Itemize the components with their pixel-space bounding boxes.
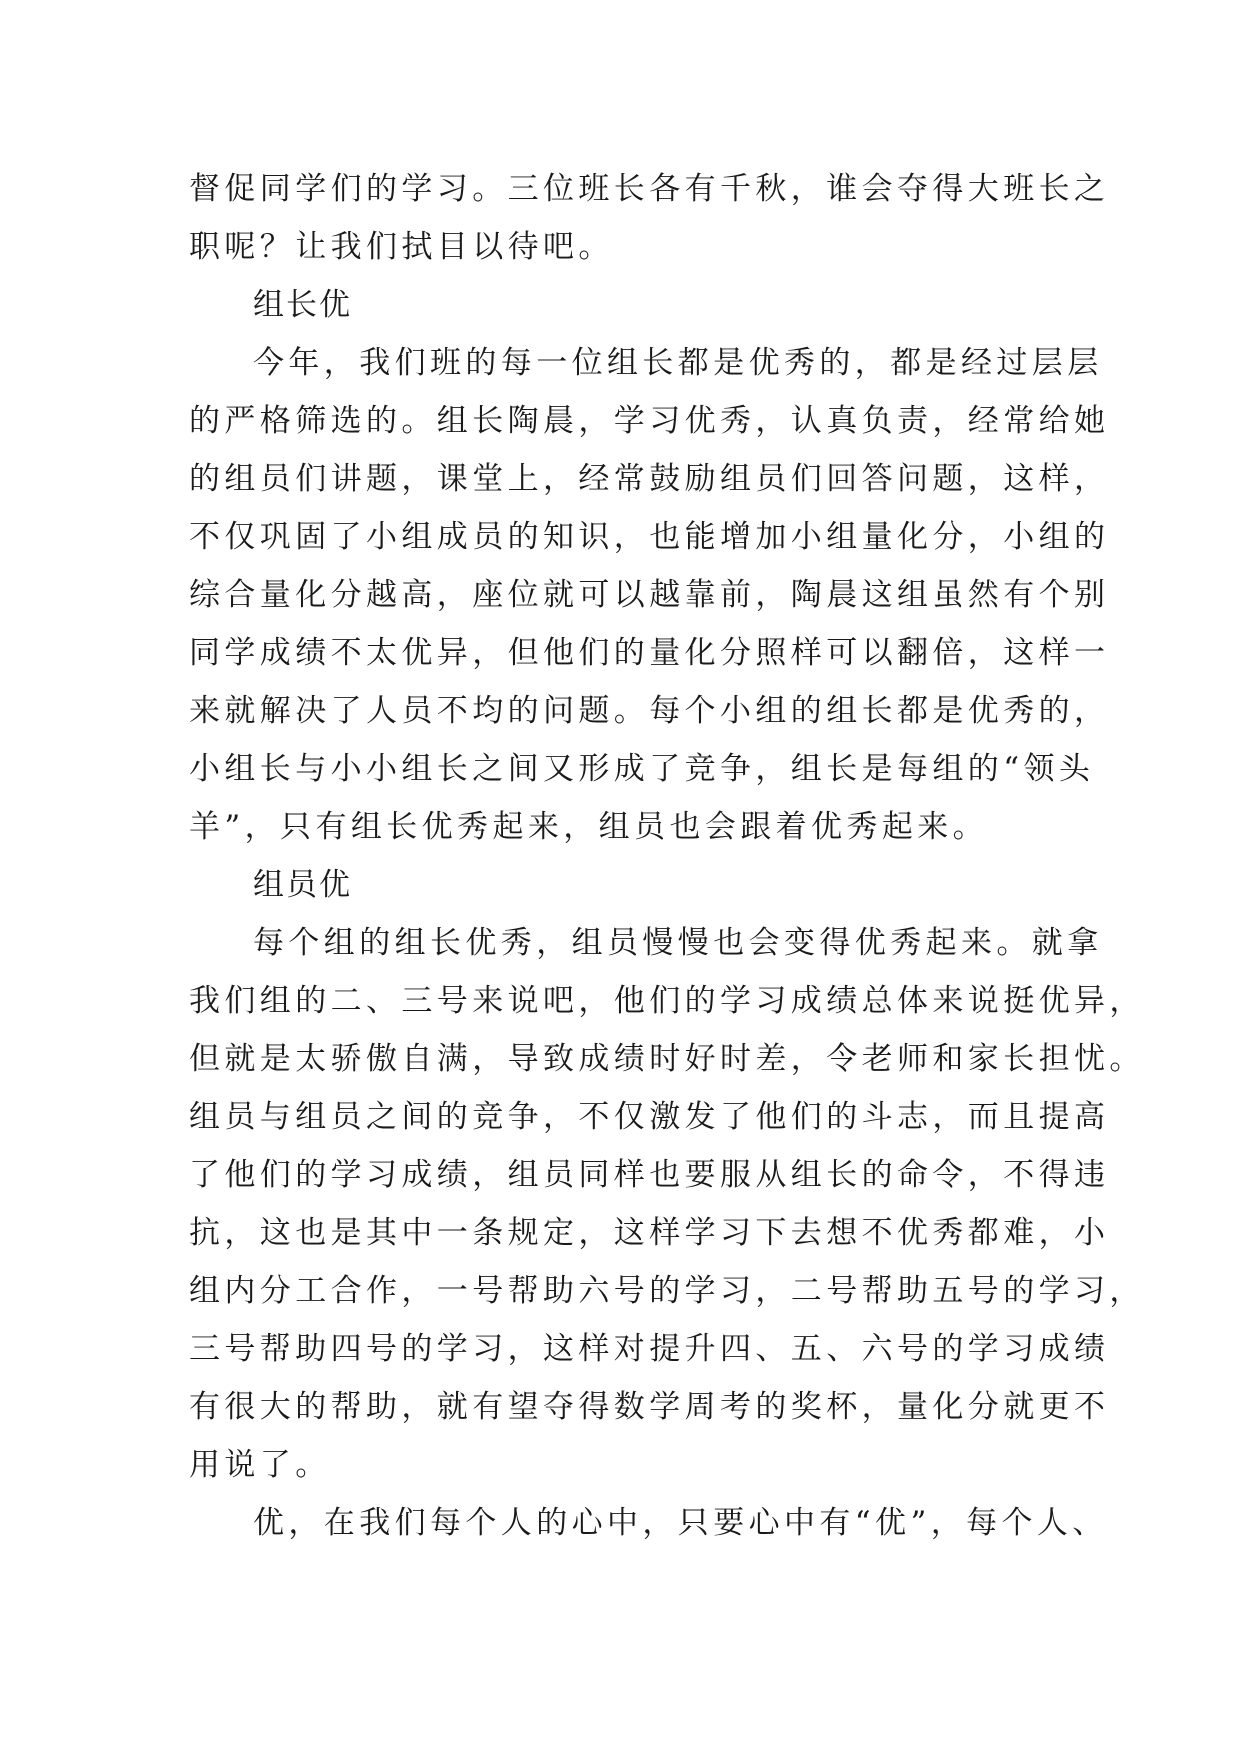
text-line: 但就是太骄傲自满，导致成绩时好时差，令老师和家长担忧。: [189, 1041, 1145, 1077]
text-line: 督促同学们的学习。三位班长各有千秋，谁会夺得大班长之: [189, 171, 1110, 207]
text-line: 同学成绩不太优异，但他们的量化分照样可以翻倍，这样一: [189, 635, 1110, 671]
text-line: 我们组的二、三号来说吧，他们的学习成绩总体来说挺优异，: [189, 983, 1145, 1019]
text-line: 的严格筛选的。组长陶晨，学习优秀，认真负责，经常给她: [189, 403, 1110, 439]
text-line: 有很大的帮助，就有望夺得数学周考的奖杯，量化分就更不: [189, 1389, 1110, 1425]
section-heading-member: 组员优: [253, 867, 352, 903]
paragraph-leader: [189, 334, 1110, 856]
text-line: 今年，我们班的每一位组长都是优秀的，都是经过层层: [253, 345, 1103, 381]
text-line: 抗，这也是其中一条规定，这样学习下去想不优秀都难，小: [189, 1215, 1110, 1251]
text-line: 组内分工合作，一号帮助六号的学习，二号帮助五号的学习，: [189, 1273, 1145, 1309]
paragraph-member: [189, 914, 1145, 1494]
section-heading-leader: 组长优: [253, 287, 352, 323]
text-line: 用说了。: [189, 1447, 331, 1483]
text-line: 职呢？让我们拭目以待吧。: [189, 229, 614, 265]
text-line: 来就解决了人员不均的问题。每个小组的组长都是优秀的，: [189, 693, 1110, 729]
text-line: 了他们的学习成绩，组员同样也要服从组长的命令，不得违: [189, 1157, 1110, 1193]
text-line: 不仅巩固了小组成员的知识，也能增加小组量化分，小组的: [189, 519, 1110, 555]
text-line: 综合量化分越高，座位就可以越靠前，陶晨这组虽然有个别: [189, 577, 1110, 613]
document-body: [189, 160, 1145, 1552]
text-line: 三号帮助四号的学习，这样对提升四、五、六号的学习成绩: [189, 1331, 1110, 1367]
text-line: 优，在我们每个人的心中，只要心中有“优”，每个人、: [253, 1505, 1108, 1541]
paragraph-continued: [189, 160, 1110, 276]
text-line: 组员与组员之间的竞争，不仅激发了他们的斗志，而且提高: [189, 1099, 1110, 1135]
text-line: 的组员们讲题，课堂上，经常鼓励组员们回答问题，这样，: [189, 461, 1110, 497]
paragraph-conclusion: [189, 1494, 1108, 1552]
text-line: 羊”，只有组长优秀起来，组员也会跟着优秀起来。: [189, 809, 989, 845]
text-line: 每个组的组长优秀，组员慢慢也会变得优秀起来。就拿: [253, 925, 1103, 961]
text-line: 小组长与小小组长之间又形成了竞争，组长是每组的“领头: [189, 751, 1095, 787]
